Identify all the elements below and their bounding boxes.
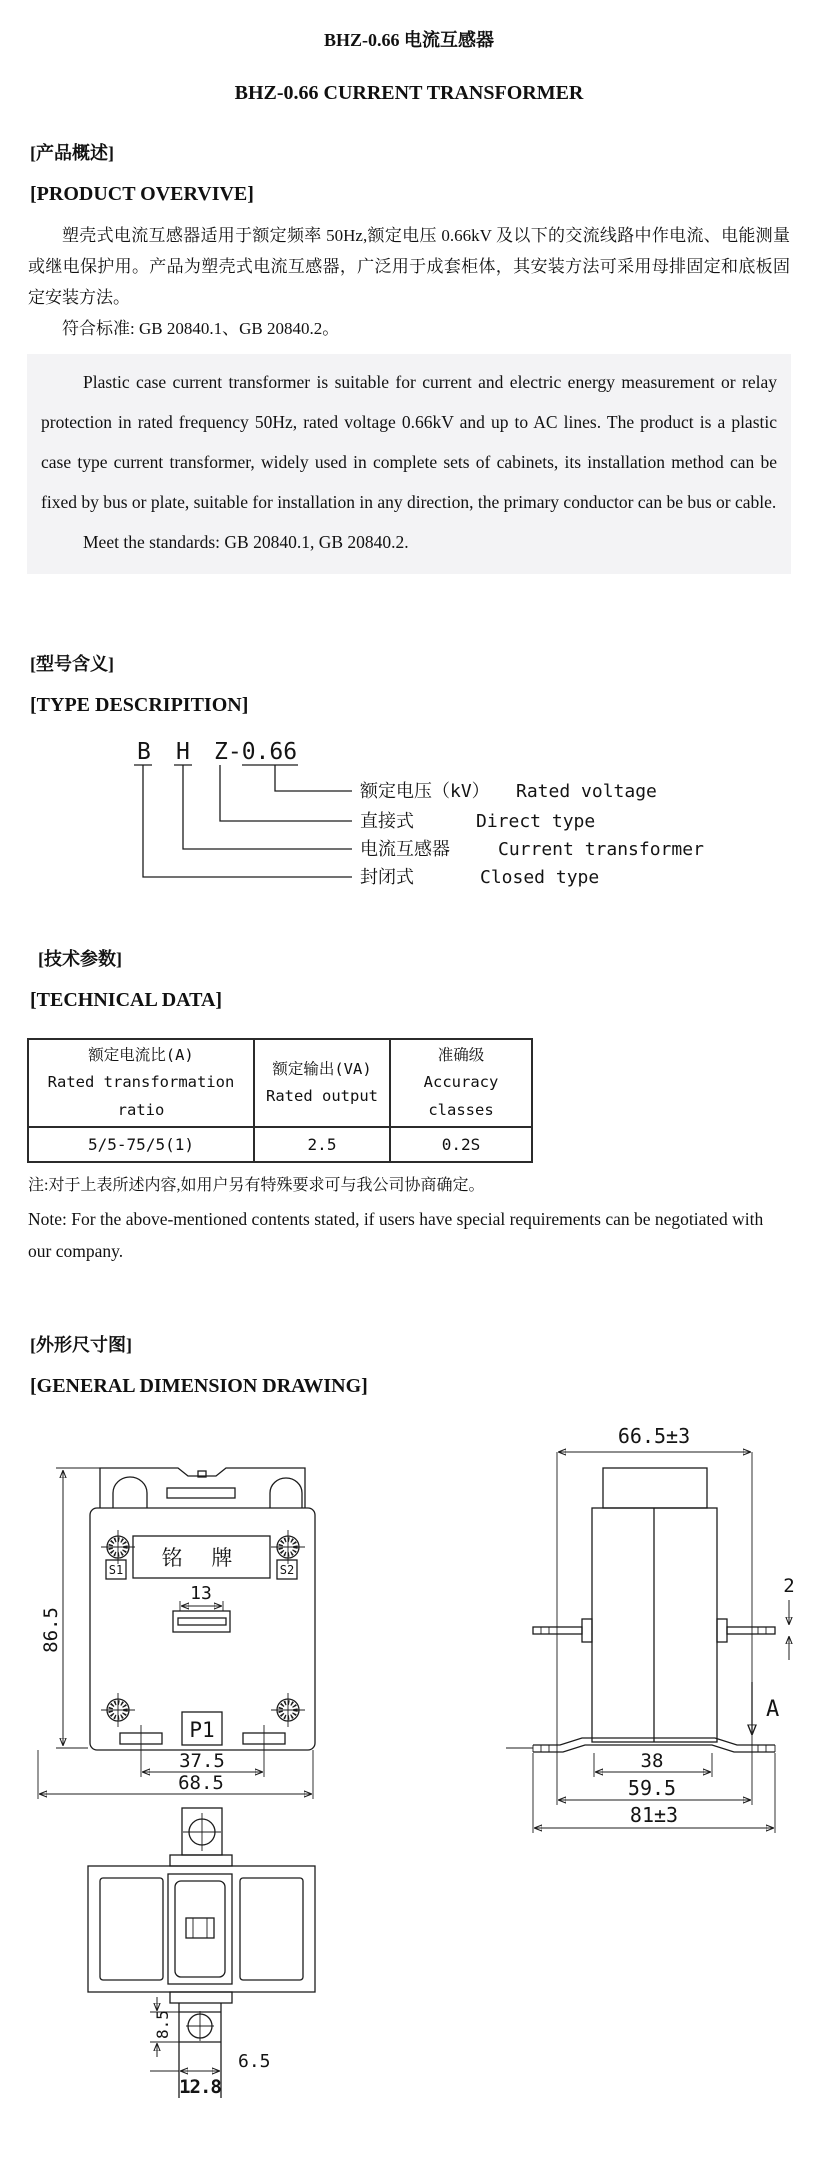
type-description-diagram bbox=[0, 733, 818, 911]
terminal-s1-label: S1 bbox=[108, 1563, 124, 1577]
header-rated-output bbox=[254, 1039, 390, 1127]
overview-highlight-block bbox=[27, 354, 791, 574]
header-rated-output-zh: 额定输出(VA) bbox=[272, 1059, 372, 1078]
overview-standards-zh: 符合标准: GB 20840.1、GB 20840.2。 bbox=[62, 319, 340, 338]
header-accuracy bbox=[390, 1039, 532, 1127]
type-code-b: B bbox=[137, 739, 151, 765]
type-legend bbox=[360, 781, 704, 888]
dimension-drawings bbox=[0, 1412, 818, 2107]
type-code bbox=[134, 739, 298, 765]
terminal-screw-bottom-right bbox=[271, 1693, 305, 1727]
table-note-zh: 注:对于上表所述内容,如用户另有特殊要求可与我公司协商确定。 bbox=[28, 1177, 485, 1194]
bottom-view bbox=[88, 1808, 315, 2098]
type-code-h: H bbox=[176, 739, 190, 765]
table-data-row bbox=[28, 1127, 532, 1162]
spacer bbox=[0, 574, 818, 616]
dim-front-hole-span: 37.5 bbox=[179, 1750, 225, 1772]
technical-data-table bbox=[27, 1038, 533, 1163]
table-note-en: Note: For the above-mentioned contents stated, if users have special requirements can be negotiated with our company. bbox=[28, 1209, 764, 1261]
header-rated-ratio bbox=[28, 1039, 254, 1127]
table-header-row bbox=[28, 1039, 532, 1127]
legend-direct-type-en: Direct type bbox=[476, 811, 596, 832]
dim-slot-width: 13 bbox=[190, 1583, 212, 1604]
dim-base-width: 81±3 bbox=[629, 1803, 679, 1827]
overview-heading-en: [PRODUCT OVERVIVE] bbox=[30, 183, 254, 205]
dim-front-width: 68.5 bbox=[178, 1772, 224, 1794]
overview-heading-zh: [产品概述] bbox=[30, 143, 114, 163]
dim-front-height: 86.5 bbox=[40, 1607, 62, 1653]
nameplate-label: 铭 牌 bbox=[161, 1546, 241, 1570]
type-code-z: Z-0.66 bbox=[214, 739, 298, 765]
legend-closed-type-zh: 封闭式 bbox=[360, 867, 414, 888]
legend-direct-type-zh: 直接式 bbox=[360, 811, 414, 832]
dim-hole-offset: 6.5 bbox=[238, 2051, 271, 2072]
legend-current-transformer-zh: 电流互感器 bbox=[360, 839, 450, 860]
dim-tab-height: 8.5 bbox=[153, 2010, 172, 2039]
dim-tab-width: 12.8 bbox=[179, 2076, 221, 2098]
terminal-screw-bottom-left bbox=[101, 1693, 135, 1727]
side-view bbox=[506, 1424, 795, 1833]
legend-rated-voltage-zh: 额定电压（kV） bbox=[360, 781, 490, 802]
overview-paragraph-en: Plastic case current transformer is suitable for current and electric energy measurement or relay protection in rated frequency 50Hz, rated voltage 0.66kV and up to AC lines. The product is a plastic case type current transformer, widely used in complete sets of cabinets, its installation method can be fixed by bus or plate, suitable for installation in any direction, the primary conductor can be bus or cable. bbox=[41, 372, 777, 512]
cell-rated-output: 2.5 bbox=[254, 1127, 390, 1162]
header-accuracy-zh: 准确级 bbox=[437, 1046, 485, 1065]
spacer bbox=[0, 1267, 818, 1297]
header-rated-ratio-zh: 额定电流比(A) bbox=[88, 1046, 194, 1065]
cell-accuracy: 0.2S bbox=[390, 1127, 532, 1162]
legend-closed-type-en: Closed type bbox=[480, 867, 600, 888]
legend-rated-voltage-en: Rated voltage bbox=[516, 781, 657, 802]
dim-side-hole-span: 59.5 bbox=[627, 1776, 677, 1800]
page-title-zh: BHZ-0.66 电流互感器 bbox=[323, 30, 494, 50]
type-leader-lines bbox=[143, 765, 352, 877]
header-rated-output-en: Rated output bbox=[266, 1087, 378, 1105]
dimension-heading-en: [GENERAL DIMENSION DRAWING] bbox=[30, 1375, 368, 1397]
dim-side-top-width: 66.5±3 bbox=[617, 1424, 691, 1448]
page-title-en: BHZ-0.66 CURRENT TRANSFORMER bbox=[234, 82, 584, 104]
dimension-heading-zh: [外形尺寸图] bbox=[30, 1335, 132, 1355]
type-heading-en: [TYPE DESCRIPITION] bbox=[30, 694, 249, 716]
p1-label: P1 bbox=[189, 1718, 215, 1742]
bottom-body-outline bbox=[88, 1866, 315, 1992]
overview-standards-en: Meet the standards: GB 20840.1, GB 20840.2. bbox=[83, 532, 409, 552]
section-a-label: A bbox=[766, 1697, 780, 1722]
dim-plate-thickness: 2 bbox=[783, 1575, 795, 1597]
technical-heading-zh: [技术参数] bbox=[38, 949, 122, 969]
header-accuracy-en: Accuracy classes bbox=[423, 1073, 499, 1119]
terminal-s2-label: S2 bbox=[279, 1563, 295, 1577]
legend-current-transformer-en: Current transformer bbox=[498, 839, 704, 860]
header-rated-ratio-en: Rated transformation ratio bbox=[47, 1073, 235, 1119]
technical-heading-en: [TECHNICAL DATA] bbox=[30, 989, 223, 1011]
overview-paragraph-zh: 塑壳式电流互感器适用于额定频率 50Hz,额定电压 0.66kV 及以下的交流线路中作电流、电能测量或继电保护用。产品为塑壳式电流互感器，广泛用于成套柜体，其安装方法可采用母排固定和底板固定安装方法。 bbox=[28, 226, 790, 307]
type-heading-zh: [型号含义] bbox=[30, 654, 114, 674]
front-view bbox=[38, 1468, 315, 1799]
dim-window-width: 38 bbox=[640, 1750, 664, 1772]
terminal-screw-top-right bbox=[271, 1530, 305, 1564]
cell-rated-ratio: 5/5-75/5(1) bbox=[28, 1127, 254, 1162]
terminal-screw-top-left bbox=[101, 1530, 135, 1564]
